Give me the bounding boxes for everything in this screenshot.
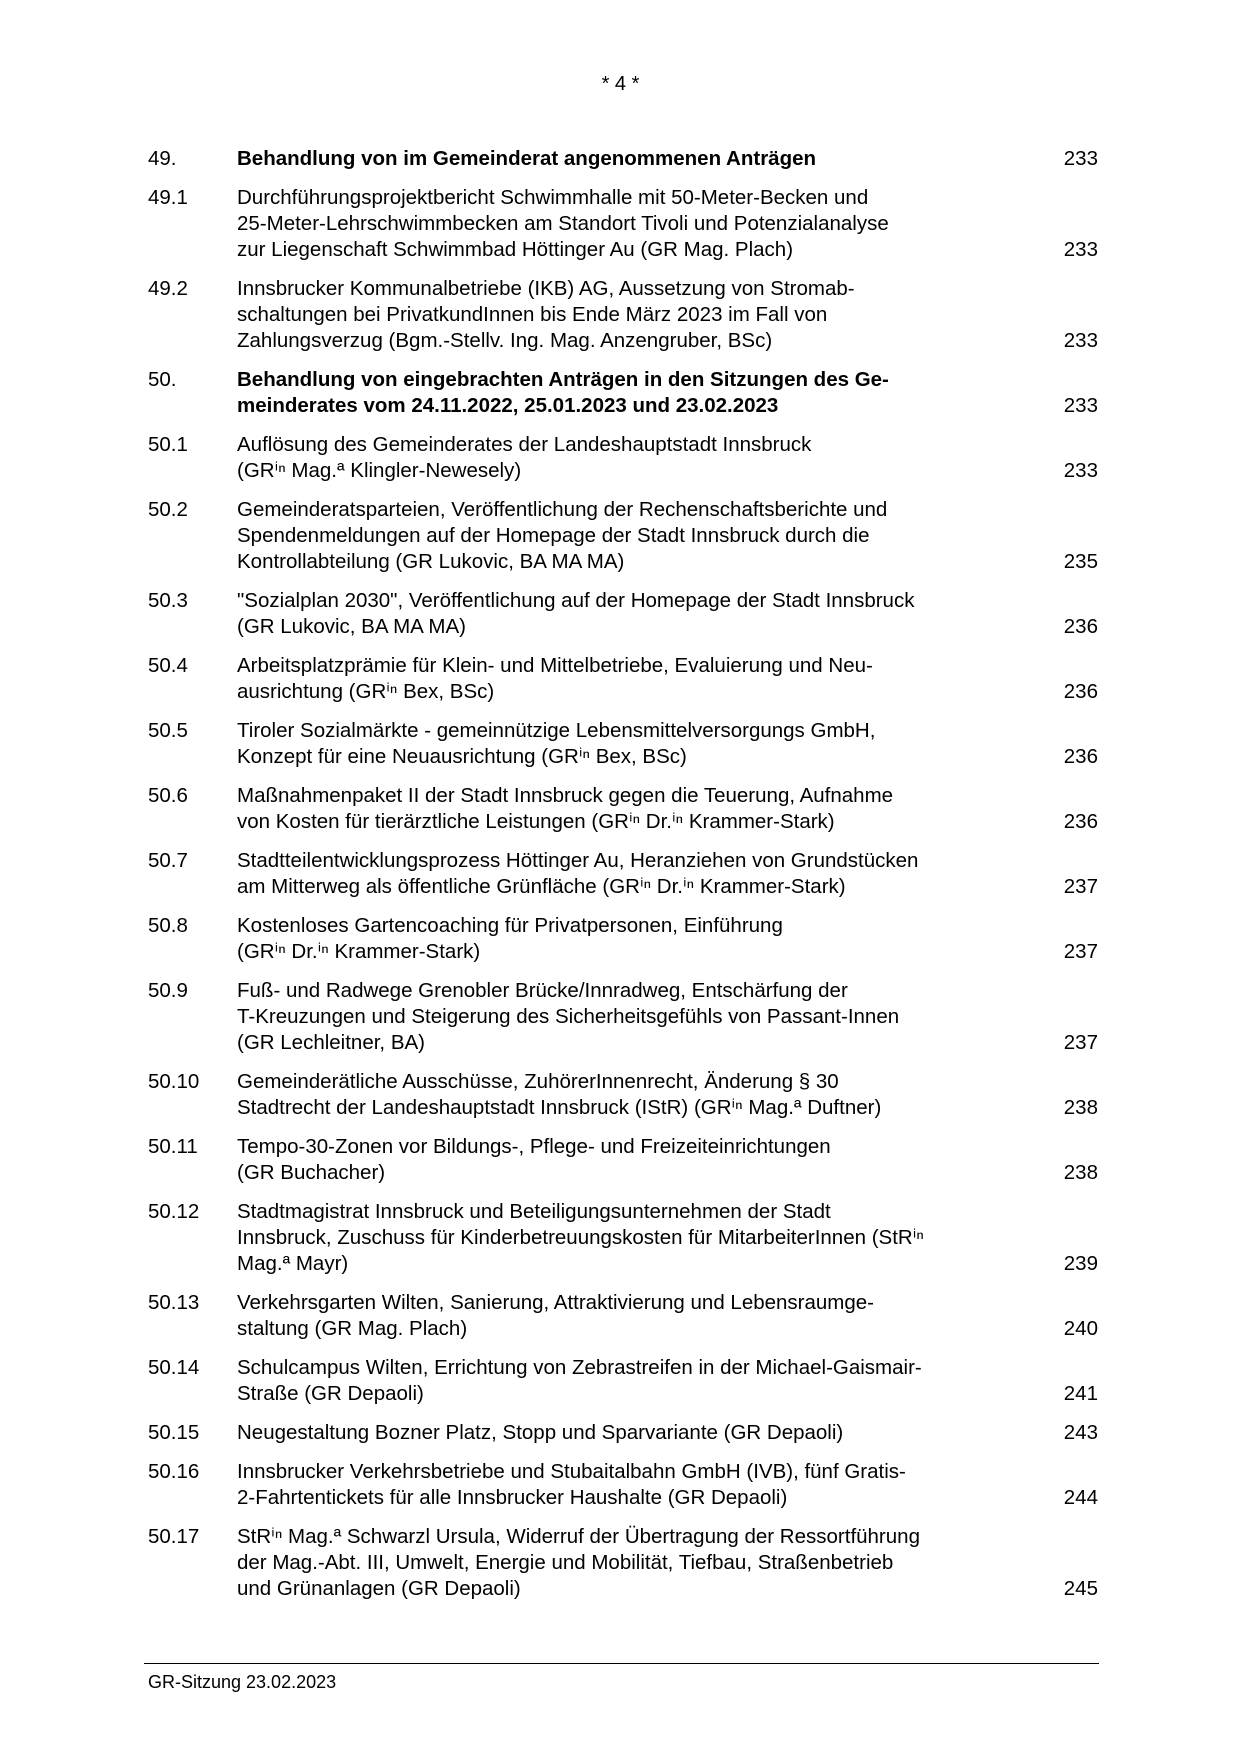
toc-entry-number: 50.15 (148, 1421, 200, 1444)
toc-entry-page: 237 (1063, 875, 1098, 898)
toc-entry-page: 233 (1063, 459, 1098, 482)
toc-entry (148, 497, 1098, 575)
toc-entry-page: 245 (1063, 1577, 1098, 1600)
toc-entry-number: 49.2 (148, 277, 188, 300)
toc-entry-title-line: (GR Lukovic, BA MA MA) (237, 615, 466, 638)
toc-entry-title-line: Verkehrsgarten Wilten, Sanierung, Attraktivierung und Lebensraumge- (237, 1291, 875, 1314)
toc-entry-title-line: T-Kreuzungen und Steigerung des Sicherheitsgefühls von Passant-Innen (237, 1005, 900, 1028)
toc-entry-number: 50.10 (148, 1070, 200, 1093)
toc-entry-title (237, 185, 1038, 263)
toc-entry-number: 49.1 (148, 186, 188, 209)
toc-entry-page: 233 (1063, 394, 1098, 417)
toc-entry (148, 913, 1098, 965)
toc-entry-title (237, 1355, 1038, 1407)
page-number: * 4 * (601, 73, 640, 95)
toc-entry-page: 233 (1063, 238, 1098, 261)
toc-entry-title (237, 1290, 1038, 1342)
toc-entry-title-line: (GRⁱⁿ Mag.ª Klingler-Newesely) (237, 459, 522, 482)
toc-entry-title (237, 1420, 1038, 1446)
toc-entry-page: 244 (1063, 1486, 1098, 1509)
toc-entry-title (237, 1524, 1038, 1602)
toc-entry-title-line: (GRⁱⁿ Dr.ⁱⁿ Krammer-Stark) (237, 940, 481, 963)
toc-entry (148, 1355, 1098, 1407)
toc-entry-title-line: Zahlungsverzug (Bgm.-Stellv. Ing. Mag. Anzengruber, BSc) (237, 329, 773, 352)
toc-entry-number: 50.8 (148, 914, 188, 937)
toc-entry-title-line: Tiroler Sozialmärkte - gemeinnützige Lebensmittelversorgungs GmbH, (237, 719, 876, 742)
toc-entry-number: 50.16 (148, 1460, 200, 1483)
toc-entry-page: 233 (1063, 147, 1098, 170)
toc-entry-title-line: Arbeitsplatzprämie für Klein- und Mittelbetriebe, Evaluierung und Neu- (237, 654, 873, 677)
toc-entry-title-line: Schulcampus Wilten, Errichtung von Zebrastreifen in der Michael-Gaismair- (237, 1356, 922, 1379)
toc-entry-title (237, 367, 1038, 419)
toc-entry-title (237, 276, 1038, 354)
toc-entry-number: 50.6 (148, 784, 188, 807)
toc-entry (148, 1420, 1098, 1446)
toc-entry-title-line: Gemeinderatsparteien, Veröffentlichung der Rechenschaftsberichte und (237, 498, 888, 521)
toc-entry-page: 241 (1063, 1382, 1098, 1405)
toc-entry (148, 978, 1098, 1056)
toc-entry-page: 236 (1063, 680, 1098, 703)
toc-entry-title (237, 497, 1038, 575)
toc-entry-title-line: meinderates vom 24.11.2022, 25.01.2023 und 23.02.2023 (237, 394, 779, 417)
toc-entry-number: 50.3 (148, 589, 188, 612)
toc-entry-number: 50.1 (148, 433, 188, 456)
toc-entry-page: 236 (1063, 745, 1098, 768)
toc-entry-page: 236 (1063, 615, 1098, 638)
toc-entry-title-line: Behandlung von im Gemeinderat angenommenen Anträgen (237, 147, 817, 170)
toc-entry-title-line: Kostenloses Gartencoaching für Privatpersonen, Einführung (237, 914, 783, 937)
toc-entry-number: 50.5 (148, 719, 188, 742)
toc-entry-title-line: Innsbruck, Zuschuss für Kinderbetreuungskosten für MitarbeiterInnen (StRⁱⁿ (237, 1226, 924, 1249)
footer-session-date: GR-Sitzung 23.02.2023 (148, 1672, 337, 1692)
toc-entry-title-line: von Kosten für tierärztliche Leistungen (GRⁱⁿ Dr.ⁱⁿ Krammer-Stark) (237, 810, 835, 833)
toc-entry-title (237, 653, 1038, 705)
toc-entry-title-line: Tempo-30-Zonen vor Bildungs-, Pflege- und Freizeiteinrichtungen (237, 1135, 831, 1158)
toc-entry-number: 50.4 (148, 654, 188, 677)
toc-entry-title-line: am Mitterweg als öffentliche Grünfläche (GRⁱⁿ Dr.ⁱⁿ Krammer-Stark) (237, 875, 846, 898)
toc-entry-title (237, 718, 1038, 770)
toc-entry-page: 235 (1063, 550, 1098, 573)
toc-entry-page: 236 (1063, 810, 1098, 833)
toc-entry-title-line: Fuß- und Radwege Grenobler Brücke/Innradweg, Entschärfung der (237, 979, 848, 1002)
toc-entry-title (237, 1199, 1038, 1277)
toc-entry (148, 1199, 1098, 1277)
toc-entry-title-line: ausrichtung (GRⁱⁿ Bex, BSc) (237, 680, 495, 703)
footer-divider (144, 1663, 1099, 1664)
toc-entry-title (237, 848, 1038, 900)
toc-entry-title-line: Neugestaltung Bozner Platz, Stopp und Sparvariante (GR Depaoli) (237, 1421, 844, 1444)
toc-entry-number: 50.7 (148, 849, 188, 872)
toc-entry-title (237, 432, 1038, 484)
toc-entry-title-line: Behandlung von eingebrachten Anträgen in den Sitzungen des Ge- (237, 368, 889, 391)
toc-entry (148, 653, 1098, 705)
toc-entry-title-line: 25-Meter-Lehrschwimmbecken am Standort Tivoli und Potenzialanalyse (237, 212, 889, 235)
toc-entry-title (237, 1069, 1038, 1121)
toc-entry-title-line: Spendenmeldungen auf der Homepage der Stadt Innsbruck durch die (237, 524, 870, 547)
toc-entry-number: 50.11 (148, 1135, 198, 1158)
toc-entry-number: 50.14 (148, 1356, 200, 1379)
toc-entry-title-line: (GR Lechleitner, BA) (237, 1031, 425, 1054)
toc-entry-title-line: Stadtteilentwicklungsprozess Höttinger Au, Heranziehen von Grundstücken (237, 849, 919, 872)
toc-entry (148, 185, 1098, 263)
toc-entry-page: 243 (1063, 1421, 1098, 1444)
toc-entry (148, 848, 1098, 900)
toc-entry-title-line: StRⁱⁿ Mag.ª Schwarzl Ursula, Widerruf der Übertragung der Ressortführung (237, 1525, 920, 1548)
toc-entry-title (237, 783, 1038, 835)
toc-entry (148, 1134, 1098, 1186)
toc-entry-number: 50.9 (148, 979, 188, 1002)
table-of-contents (148, 146, 1098, 1615)
toc-entry (148, 1069, 1098, 1121)
toc-entry-title-line: Innsbrucker Kommunalbetriebe (IKB) AG, Aussetzung von Stromab- (237, 277, 855, 300)
toc-entry-page: 239 (1063, 1252, 1098, 1275)
toc-entry-title-line: staltung (GR Mag. Plach) (237, 1317, 468, 1340)
toc-entry (148, 1459, 1098, 1511)
toc-entry-title (237, 1459, 1038, 1511)
toc-entry (148, 1524, 1098, 1602)
toc-entry-title-line: Gemeinderätliche Ausschüsse, ZuhörerInnenrecht, Änderung § 30 (237, 1070, 839, 1093)
toc-entry-number: 50.2 (148, 498, 188, 521)
toc-entry-number: 50.13 (148, 1291, 200, 1314)
toc-entry-page: 237 (1063, 940, 1098, 963)
toc-entry-title-line: "Sozialplan 2030", Veröffentlichung auf der Homepage der Stadt Innsbruck (237, 589, 915, 612)
toc-entry (148, 718, 1098, 770)
toc-entry-title-line: Maßnahmenpaket II der Stadt Innsbruck gegen die Teuerung, Aufnahme (237, 784, 894, 807)
toc-entry (148, 432, 1098, 484)
toc-entry-title (237, 146, 1038, 172)
toc-entry-title (237, 1134, 1038, 1186)
toc-entry-title-line: der Mag.-Abt. III, Umwelt, Energie und Mobilität, Tiefbau, Straßenbetrieb (237, 1551, 894, 1574)
toc-entry (148, 367, 1098, 419)
toc-entry-page: 240 (1063, 1317, 1098, 1340)
toc-entry-title-line: Kontrollabteilung (GR Lukovic, BA MA MA) (237, 550, 625, 573)
toc-entry-number: 50. (148, 368, 177, 391)
toc-entry-title (237, 913, 1038, 965)
toc-entry-page: 237 (1063, 1031, 1098, 1054)
toc-entry-title-line: Straße (GR Depaoli) (237, 1382, 424, 1405)
toc-entry-title (237, 588, 1038, 640)
toc-entry-title-line: und Grünanlagen (GR Depaoli) (237, 1577, 521, 1600)
toc-entry-title-line: Auflösung des Gemeinderates der Landeshauptstadt Innsbruck (237, 433, 812, 456)
toc-entry-title-line: 2-Fahrtentickets für alle Innsbrucker Haushalte (GR Depaoli) (237, 1486, 788, 1509)
toc-entry-number: 50.12 (148, 1200, 200, 1223)
toc-entry (148, 588, 1098, 640)
toc-entry-title-line: Stadtmagistrat Innsbruck und Beteiligungsunternehmen der Stadt (237, 1200, 831, 1223)
toc-entry-number: 50.17 (148, 1525, 200, 1548)
toc-entry-title (237, 978, 1038, 1056)
toc-entry-page: 238 (1063, 1161, 1098, 1184)
toc-entry-title-line: Innsbrucker Verkehrsbetriebe und Stubaitalbahn GmbH (IVB), fünf Gratis- (237, 1460, 906, 1483)
toc-entry-title-line: schaltungen bei PrivatkundInnen bis Ende März 2023 im Fall von (237, 303, 828, 326)
toc-entry (148, 1290, 1098, 1342)
toc-entry-page: 233 (1063, 329, 1098, 352)
toc-entry (148, 783, 1098, 835)
toc-entry (148, 146, 1098, 172)
toc-entry-page: 238 (1063, 1096, 1098, 1119)
toc-entry-title-line: Mag.ª Mayr) (237, 1252, 349, 1275)
toc-entry-number: 49. (148, 147, 177, 170)
toc-entry-title-line: (GR Buchacher) (237, 1161, 386, 1184)
toc-entry (148, 276, 1098, 354)
toc-entry-title-line: Durchführungsprojektbericht Schwimmhalle mit 50-Meter-Becken und (237, 186, 869, 209)
toc-entry-title-line: zur Liegenschaft Schwimmbad Höttinger Au (GR Mag. Plach) (237, 238, 794, 261)
toc-entry-title-line: Stadtrecht der Landeshauptstadt Innsbruck (IStR) (GRⁱⁿ Mag.ª Duftner) (237, 1096, 882, 1119)
toc-entry-title-line: Konzept für eine Neuausrichtung (GRⁱⁿ Bex, BSc) (237, 745, 687, 768)
